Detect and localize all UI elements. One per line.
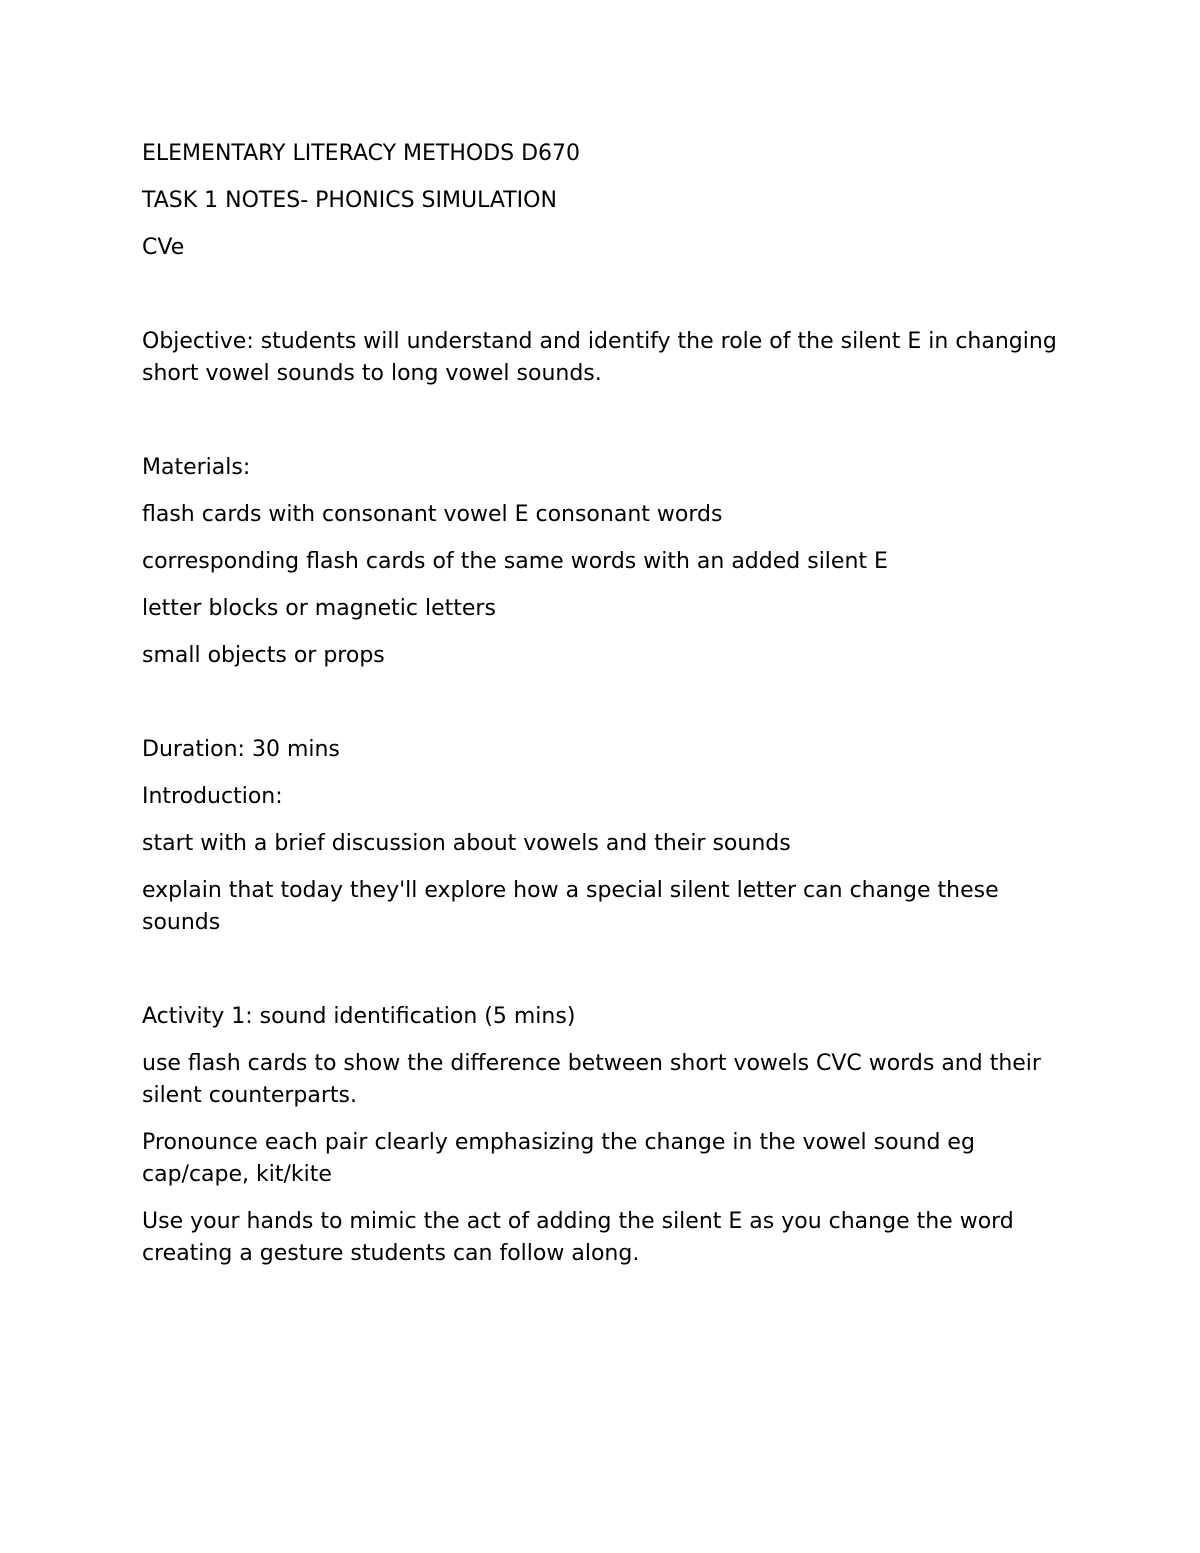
materials-item: small objects or props bbox=[142, 643, 385, 668]
materials-item: flash cards with consonant vowel E consonant words bbox=[142, 502, 723, 527]
activity1-heading: Activity 1: sound identification (5 mins) bbox=[142, 1004, 576, 1029]
course-title: ELEMENTARY LITERACY METHODS D670 bbox=[142, 141, 581, 166]
pattern-label: CVe bbox=[142, 235, 185, 260]
document-page bbox=[142, 138, 1072, 1285]
activity1-item: Pronounce each pair clearly emphasizing the change in the vowel sound eg cap/cape, kit/kite bbox=[142, 1130, 975, 1187]
activity1-item: use flash cards to show the difference between short vowels CVC words and their silent counterparts. bbox=[142, 1051, 1041, 1108]
objective-text: Objective: students will understand and identify the role of the silent E in changing short vowel sounds to long vowel sounds. bbox=[142, 329, 1057, 386]
materials-heading: Materials: bbox=[142, 455, 251, 480]
materials-item: letter blocks or magnetic letters bbox=[142, 596, 496, 621]
duration-text: Duration: 30 mins bbox=[142, 737, 340, 762]
activity1-item: Use your hands to mimic the act of adding the silent E as you change the word creating a gesture students can follow along. bbox=[142, 1209, 1014, 1266]
introduction-item: start with a brief discussion about vowels and their sounds bbox=[142, 831, 791, 856]
introduction-heading: Introduction: bbox=[142, 784, 283, 809]
introduction-item: explain that today they'll explore how a special silent letter can change these sounds bbox=[142, 878, 999, 935]
task-title: TASK 1 NOTES- PHONICS SIMULATION bbox=[142, 188, 557, 213]
materials-item: corresponding flash cards of the same words with an added silent E bbox=[142, 549, 888, 574]
